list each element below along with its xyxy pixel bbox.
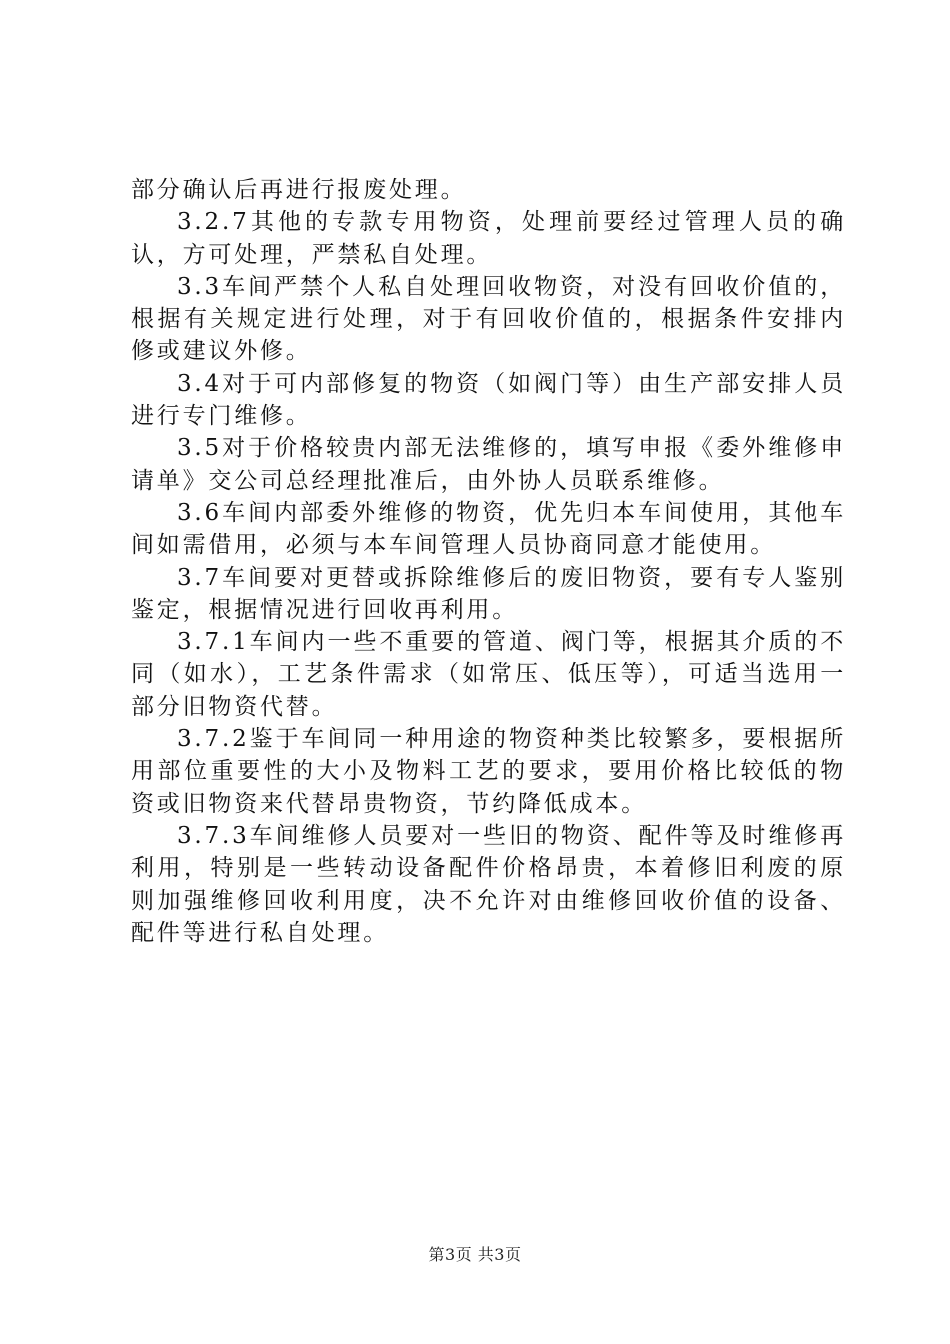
paragraph-3-3: 3.3车间严禁个人私自处理回收物资，对没有回收价值的，根据有关规定进行处理，对于有回收价值的，根据条件安排内修或建议外修。	[131, 273, 846, 365]
paragraph-continuation: 部分确认后再进行报废处理。	[131, 177, 467, 203]
document-body	[131, 174, 846, 949]
paragraph-3-7-2: 3.7.2鉴于车间同一种用途的物资种类比较繁多，要根据所用部位重要性的大小及物料工艺的要求，要用价格比较低的物资或旧物资来代替昂贵物资，节约降低成本。	[131, 726, 846, 817]
paragraph-3-6: 3.6车间内部委外维修的物资，优先归本车间使用，其他车间如需借用，必须与本车间管理人员协商同意才能使用。	[131, 499, 846, 559]
paragraph-3-5: 3.5对于价格较贵内部无法维修的，填写申报《委外维修申请单》交公司总经理批准后，由外协人员联系维修。	[131, 435, 846, 494]
paragraph-3-4: 3.4对于可内部修复的物资（如阀门等）由生产部安排人员进行专门维修。	[131, 370, 846, 430]
paragraph-3-2-7: 3.2.7其他的专款专用物资，处理前要经过管理人员的确认，方可处理，严禁私自处理。	[131, 209, 846, 268]
page-footer: 第3页 共3页	[428, 1245, 522, 1264]
paragraph-3-7: 3.7车间要对更替或拆除维修后的废旧物资，要有专人鉴别鉴定，根据情况进行回收再利用。	[131, 564, 846, 623]
paragraph-3-7-1: 3.7.1车间内一些不重要的管道、阀门等，根据其介质的不同（如水），工艺条件需求（如常压、低压等），可适当选用一部分旧物资代替。	[131, 629, 846, 720]
paragraph-3-7-3: 3.7.3车间维修人员要对一些旧的物资、配件等及时维修再利用，特别是一些转动设备配件价格昂贵，本着修旧利废的原则加强维修回收利用度，决不允许对由维修回收价值的设备、配件等进行私自处理。	[131, 822, 846, 946]
